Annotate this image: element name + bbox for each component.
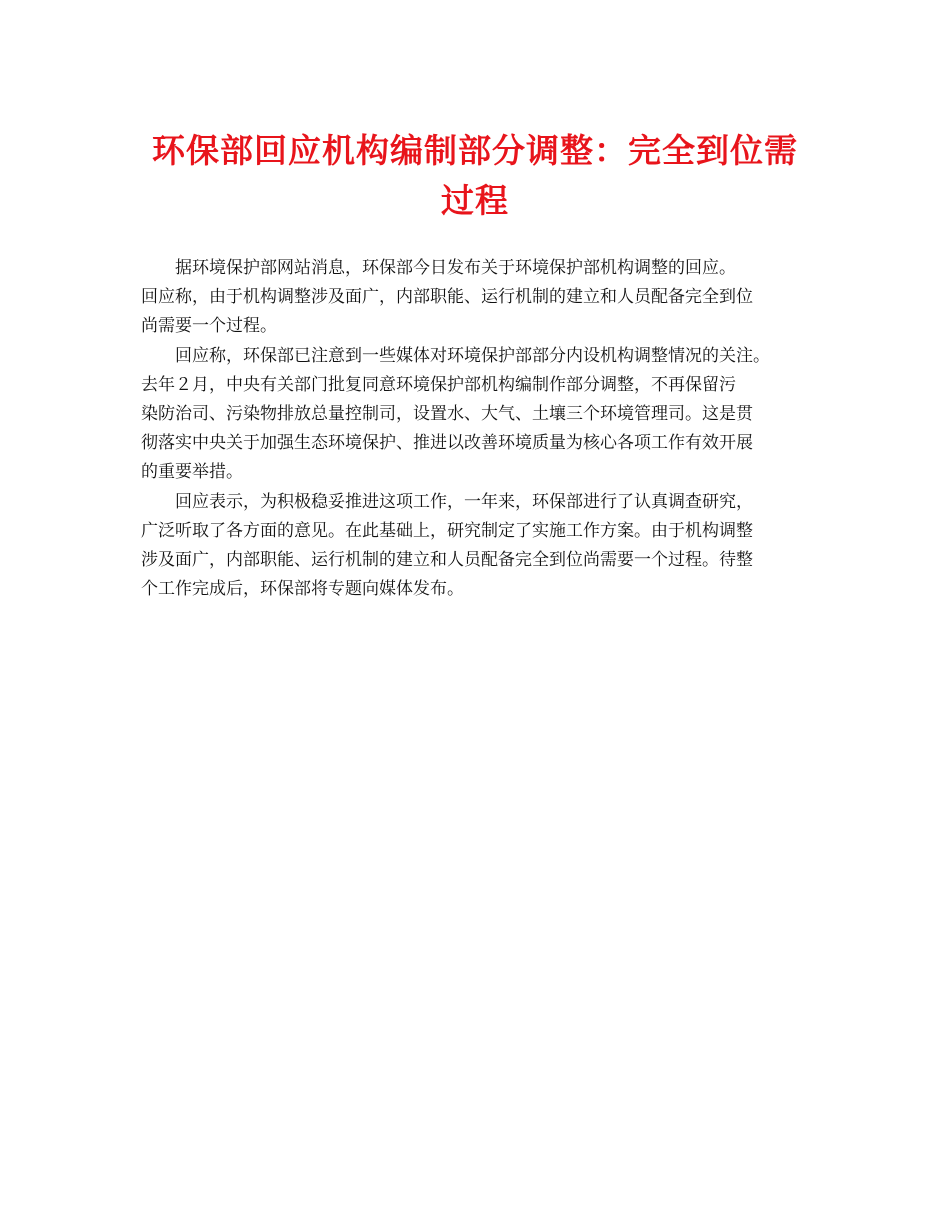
title-line-2: 过程 xyxy=(441,181,509,220)
body-line: 尚需要一个过程。 xyxy=(141,316,277,337)
body-line: 回应表示，为积极稳妥推进这项工作，一年来，环保部进行了认真调查研究， xyxy=(141,491,753,512)
article-title xyxy=(110,126,840,226)
article-body xyxy=(141,254,831,604)
body-line: 涉及面广，内部职能、运行机制的建立和人员配备完全到位尚需要一个过程。待整 xyxy=(141,550,753,571)
body-line: 据环境保护部网站消息，环保部今日发布关于环境保护部机构调整的回应。 xyxy=(141,258,736,278)
title-line-1: 环保部回应机构编制部分调整：完全到位需 xyxy=(152,131,798,170)
body-line: 个工作完成后，环保部将专题向媒体发布。 xyxy=(141,579,464,600)
body-line: 回应称，由于机构调整涉及面广，内部职能、运行机制的建立和人员配备完全到位 xyxy=(141,287,753,308)
body-line: 彻落实中央关于加强生态环境保护、推进以改善环境质量为核心各项工作有效开展 xyxy=(141,433,753,454)
body-line: 回应称，环保部已注意到一些媒体对环境保护部部分内设机构调整情况的关注。 xyxy=(141,345,770,366)
body-line: 染防治司、污染物排放总量控制司，设置水、大气、土壤三个环境管理司。这是贯 xyxy=(141,404,753,425)
body-line: 的重要举措。 xyxy=(141,462,243,483)
body-line: 去年２月，中央有关部门批复同意环境保护部机构编制作部分调整，不再保留污 xyxy=(141,374,736,395)
body-line: 广泛听取了各方面的意见。在此基础上，研究制定了实施工作方案。由于机构调整 xyxy=(141,520,753,541)
